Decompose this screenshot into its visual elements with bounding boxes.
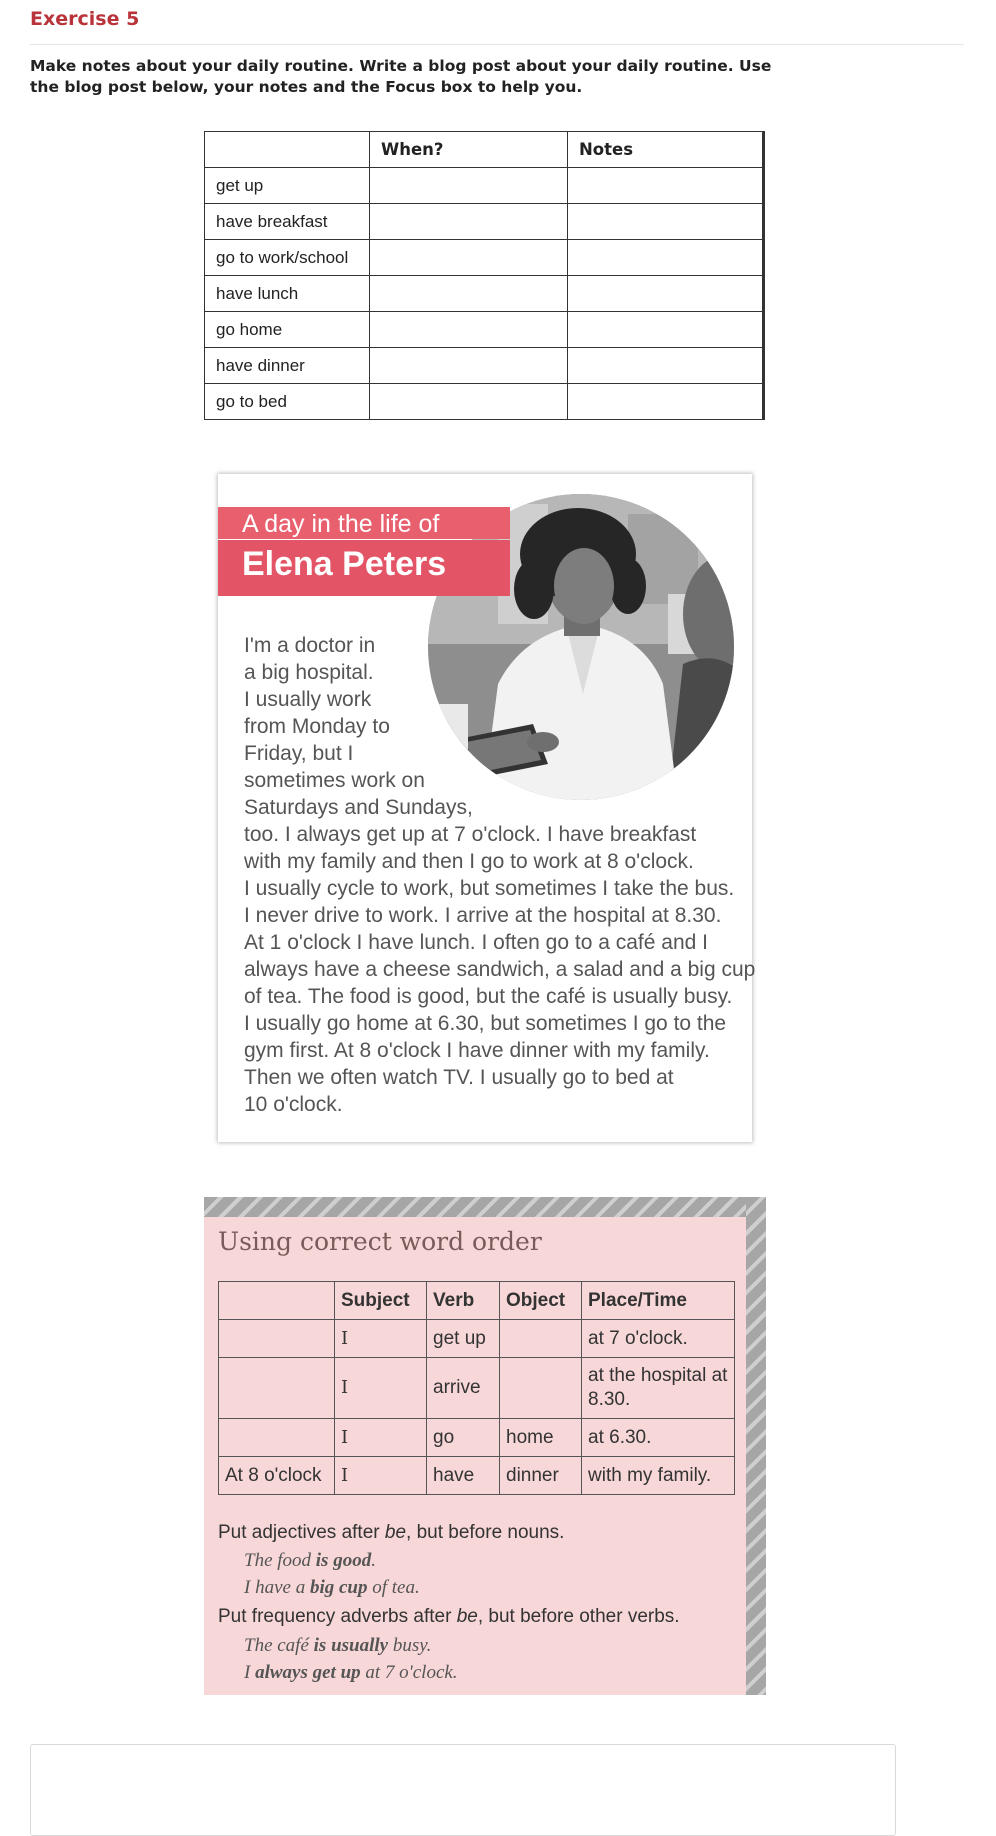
table-row [205, 240, 764, 276]
place-time-cell: with my family. [582, 1457, 735, 1495]
blog-line: Then we often watch TV. I usually go to bed at [244, 1066, 674, 1089]
blog-line: from Monday to [244, 715, 390, 738]
notes-cell[interactable] [568, 276, 764, 312]
header-cell-verb: Verb [427, 1282, 500, 1320]
blog-line: I never drive to work. I arrive at the hospital at 8.30. [244, 904, 722, 927]
activity-label: go to work/school [205, 240, 370, 276]
table-row [219, 1358, 735, 1419]
notes-cell[interactable] [568, 312, 764, 348]
header-cell-place-time: Place/Time [582, 1282, 735, 1320]
blog-line: I usually go home at 6.30, but sometimes I go to the [244, 1012, 727, 1035]
adverb-example-2: I always get up at 7 o'clock. [244, 1662, 458, 1683]
when-cell[interactable] [370, 384, 568, 420]
time-cell: At 8 o'clock [219, 1457, 335, 1495]
adverb-rule: Put frequency adverbs after be, but before other verbs. [218, 1606, 680, 1627]
header-cell-blank [205, 132, 370, 168]
blog-line: with my family and then I go to work at 8 o'clock. [244, 850, 694, 873]
activity-label: get up [205, 168, 370, 204]
blog-line: a big hospital. [244, 661, 374, 684]
adverb-example-1: The café is usually busy. [244, 1635, 432, 1656]
activity-label: go to bed [205, 384, 370, 420]
blog-line: At 1 o'clock I have lunch. I often go to a café and I [244, 931, 708, 954]
blog-body [244, 632, 756, 1118]
header-cell-object: Object [500, 1282, 582, 1320]
blog-post-card [218, 474, 756, 1142]
table-header-row [205, 132, 764, 168]
blog-line: Friday, but I [244, 742, 354, 765]
adjective-example-2: I have a big cup of tea. [244, 1577, 420, 1598]
table-row [205, 276, 764, 312]
when-cell[interactable] [370, 348, 568, 384]
blog-line: I usually cycle to work, but sometimes I take the bus. [244, 877, 735, 900]
banner-kicker: A day in the life of [242, 510, 440, 538]
object-cell: dinner [500, 1457, 582, 1495]
table-row [205, 348, 764, 384]
exercise-instructions: Make notes about your daily routine. Write a blog post about your daily routine. Use the blog post below, your notes and the Focus box to help you. [30, 57, 772, 96]
routine-notes-table [204, 131, 765, 420]
notes-cell[interactable] [568, 384, 764, 420]
blog-line: of tea. The food is good, but the café is usually busy. [244, 985, 733, 1008]
when-cell[interactable] [370, 276, 568, 312]
notes-cell[interactable] [568, 240, 764, 276]
word-order-table [218, 1281, 735, 1495]
focus-title: Using correct word order [218, 1227, 542, 1256]
blog-line: 10 o'clock. [244, 1093, 343, 1116]
time-cell [219, 1419, 335, 1457]
place-time-cell: at 7 o'clock. [582, 1320, 735, 1358]
notes-cell[interactable] [568, 348, 764, 384]
focus-stripe-top [204, 1197, 766, 1217]
table-row [219, 1419, 735, 1457]
verb-cell: get up [427, 1320, 500, 1358]
focus-stripe-right [746, 1197, 766, 1695]
blog-line: gym first. At 8 o'clock I have dinner with my family. [244, 1039, 710, 1062]
table-row [205, 312, 764, 348]
place-time-cell: at 6.30. [582, 1419, 735, 1457]
header-cell-when: When? [370, 132, 568, 168]
activity-label: have dinner [205, 348, 370, 384]
place-time-cell: at the hospital at 8.30. [582, 1358, 735, 1419]
verb-cell: arrive [427, 1358, 500, 1419]
subject-cell: I [335, 1419, 427, 1457]
blog-line: I usually work [244, 688, 372, 711]
title-divider [30, 44, 964, 45]
notes-cell[interactable] [568, 204, 764, 240]
blog-author-name: Elena Peters [242, 545, 447, 583]
verb-cell: go [427, 1419, 500, 1457]
subject-cell: I [335, 1457, 427, 1495]
focus-box [204, 1197, 766, 1695]
answer-textarea[interactable] [30, 1744, 896, 1836]
when-cell[interactable] [370, 168, 568, 204]
adjective-example-1: The food is good. [244, 1550, 376, 1571]
object-cell: home [500, 1419, 582, 1457]
table-row [205, 168, 764, 204]
activity-label: have lunch [205, 276, 370, 312]
object-cell [500, 1320, 582, 1358]
verb-cell: have [427, 1457, 500, 1495]
header-cell-subject: Subject [335, 1282, 427, 1320]
subject-cell: I [335, 1358, 427, 1419]
blog-line: I'm a doctor in [244, 634, 376, 657]
when-cell[interactable] [370, 240, 568, 276]
blog-line: Saturdays and Sundays, [244, 796, 473, 819]
table-row [205, 204, 764, 240]
subject-cell: I [335, 1320, 427, 1358]
time-cell [219, 1320, 335, 1358]
table-row [205, 384, 764, 420]
when-cell[interactable] [370, 204, 568, 240]
header-cell-blank [219, 1282, 335, 1320]
blog-line: always have a cheese sandwich, a salad and a big cup [244, 958, 756, 981]
activity-label: have breakfast [205, 204, 370, 240]
table-row [219, 1320, 735, 1358]
header-cell-notes: Notes [568, 132, 764, 168]
activity-label: go home [205, 312, 370, 348]
notes-cell[interactable] [568, 168, 764, 204]
adjective-rule: Put adjectives after be, but before nouns. [218, 1522, 565, 1543]
table-row [219, 1457, 735, 1495]
table-header-row [219, 1282, 735, 1320]
blog-line: too. I always get up at 7 o'clock. I have breakfast [244, 823, 697, 846]
when-cell[interactable] [370, 312, 568, 348]
object-cell [500, 1358, 582, 1419]
exercise-title: Exercise 5 [30, 8, 140, 30]
time-cell [219, 1358, 335, 1419]
blog-line: sometimes work on [244, 769, 425, 792]
